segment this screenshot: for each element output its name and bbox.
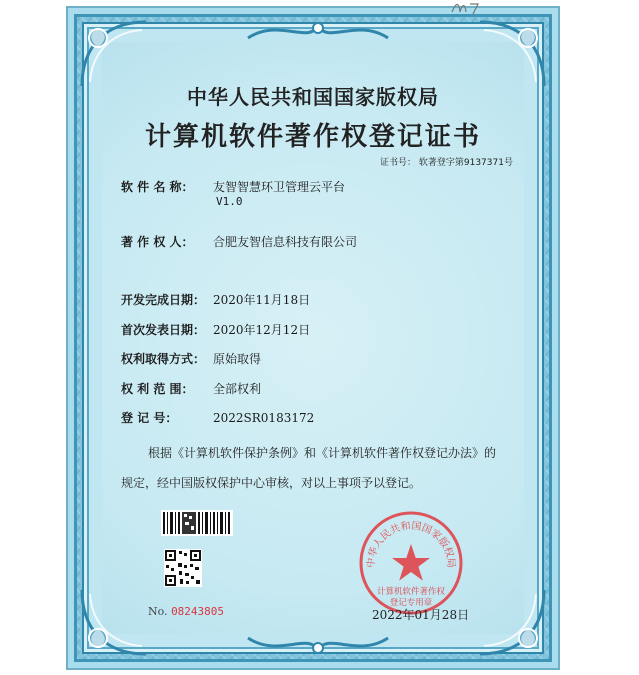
field-publication-date: [121, 321, 310, 338]
svg-text:计算机软件著作权: 计算机软件著作权: [376, 587, 446, 597]
certificate: [66, 6, 560, 670]
software-version: V1.0: [216, 195, 243, 208]
field-value: 合肥友智信息科技有限公司: [213, 235, 358, 249]
serial-prefix: No.: [148, 605, 168, 618]
certificate-title: 计算机软件著作权登记证书: [144, 122, 481, 152]
official-seal-icon: [356, 508, 466, 618]
corner-ornament-icon: [76, 582, 154, 660]
svg-text:登记专用章: 登记专用章: [389, 598, 433, 608]
field-value: 原始取得: [213, 352, 262, 366]
field-label: 软 件 名 称：: [121, 180, 194, 194]
field-label: 开发完成日期：: [121, 293, 206, 307]
qr-code-icon: [164, 549, 202, 587]
field-completion-date: [121, 291, 310, 308]
field-label: 首次发表日期：: [121, 323, 206, 337]
statement-line-1: 根据《计算机软件保护条例》和《计算机软件著作权登记办法》的: [148, 446, 497, 460]
issuing-authority-title: 中华人民共和国国家版权局: [187, 85, 439, 109]
field-label: 登 记 号：: [121, 411, 178, 425]
serial-number: [148, 605, 224, 618]
serial-number-value: 08243805: [171, 605, 225, 618]
certificate-number: 证书号： 软著登字第9137371号: [380, 158, 513, 168]
field-value: 2020年12月12日: [213, 323, 311, 337]
field-label: 权 利 范 围：: [121, 382, 194, 396]
corner-ornament-icon: [472, 582, 550, 660]
field-copyright-owner: [121, 233, 357, 250]
field-acquisition-method: [121, 350, 261, 367]
svg-text:中华人民共和国国家版权局: 中华人民共和国国家版权局: [365, 520, 457, 569]
field-value: 友智智慧环卫管理云平台: [213, 180, 346, 194]
handwritten-mark-icon: [450, 0, 490, 16]
issue-date: 2022年01月28日: [372, 608, 470, 622]
statement-line-2: 规定，经中国版权保护中心审核，对以上事项予以登记。: [121, 476, 422, 490]
field-value: 2020年11月18日: [213, 293, 311, 307]
field-registration-number: [121, 409, 314, 426]
field-rights-scope: [121, 380, 261, 397]
field-value: 全部权利: [213, 382, 262, 396]
bottom-ornament-icon: [238, 632, 398, 658]
field-value: 2022SR0183172: [213, 411, 315, 425]
field-software-name: [121, 178, 345, 195]
barcode-icon: [161, 510, 233, 536]
field-label: 权利取得方式：: [121, 352, 206, 366]
top-ornament-icon: [238, 18, 398, 44]
field-label: 著 作 权 人：: [121, 235, 194, 249]
